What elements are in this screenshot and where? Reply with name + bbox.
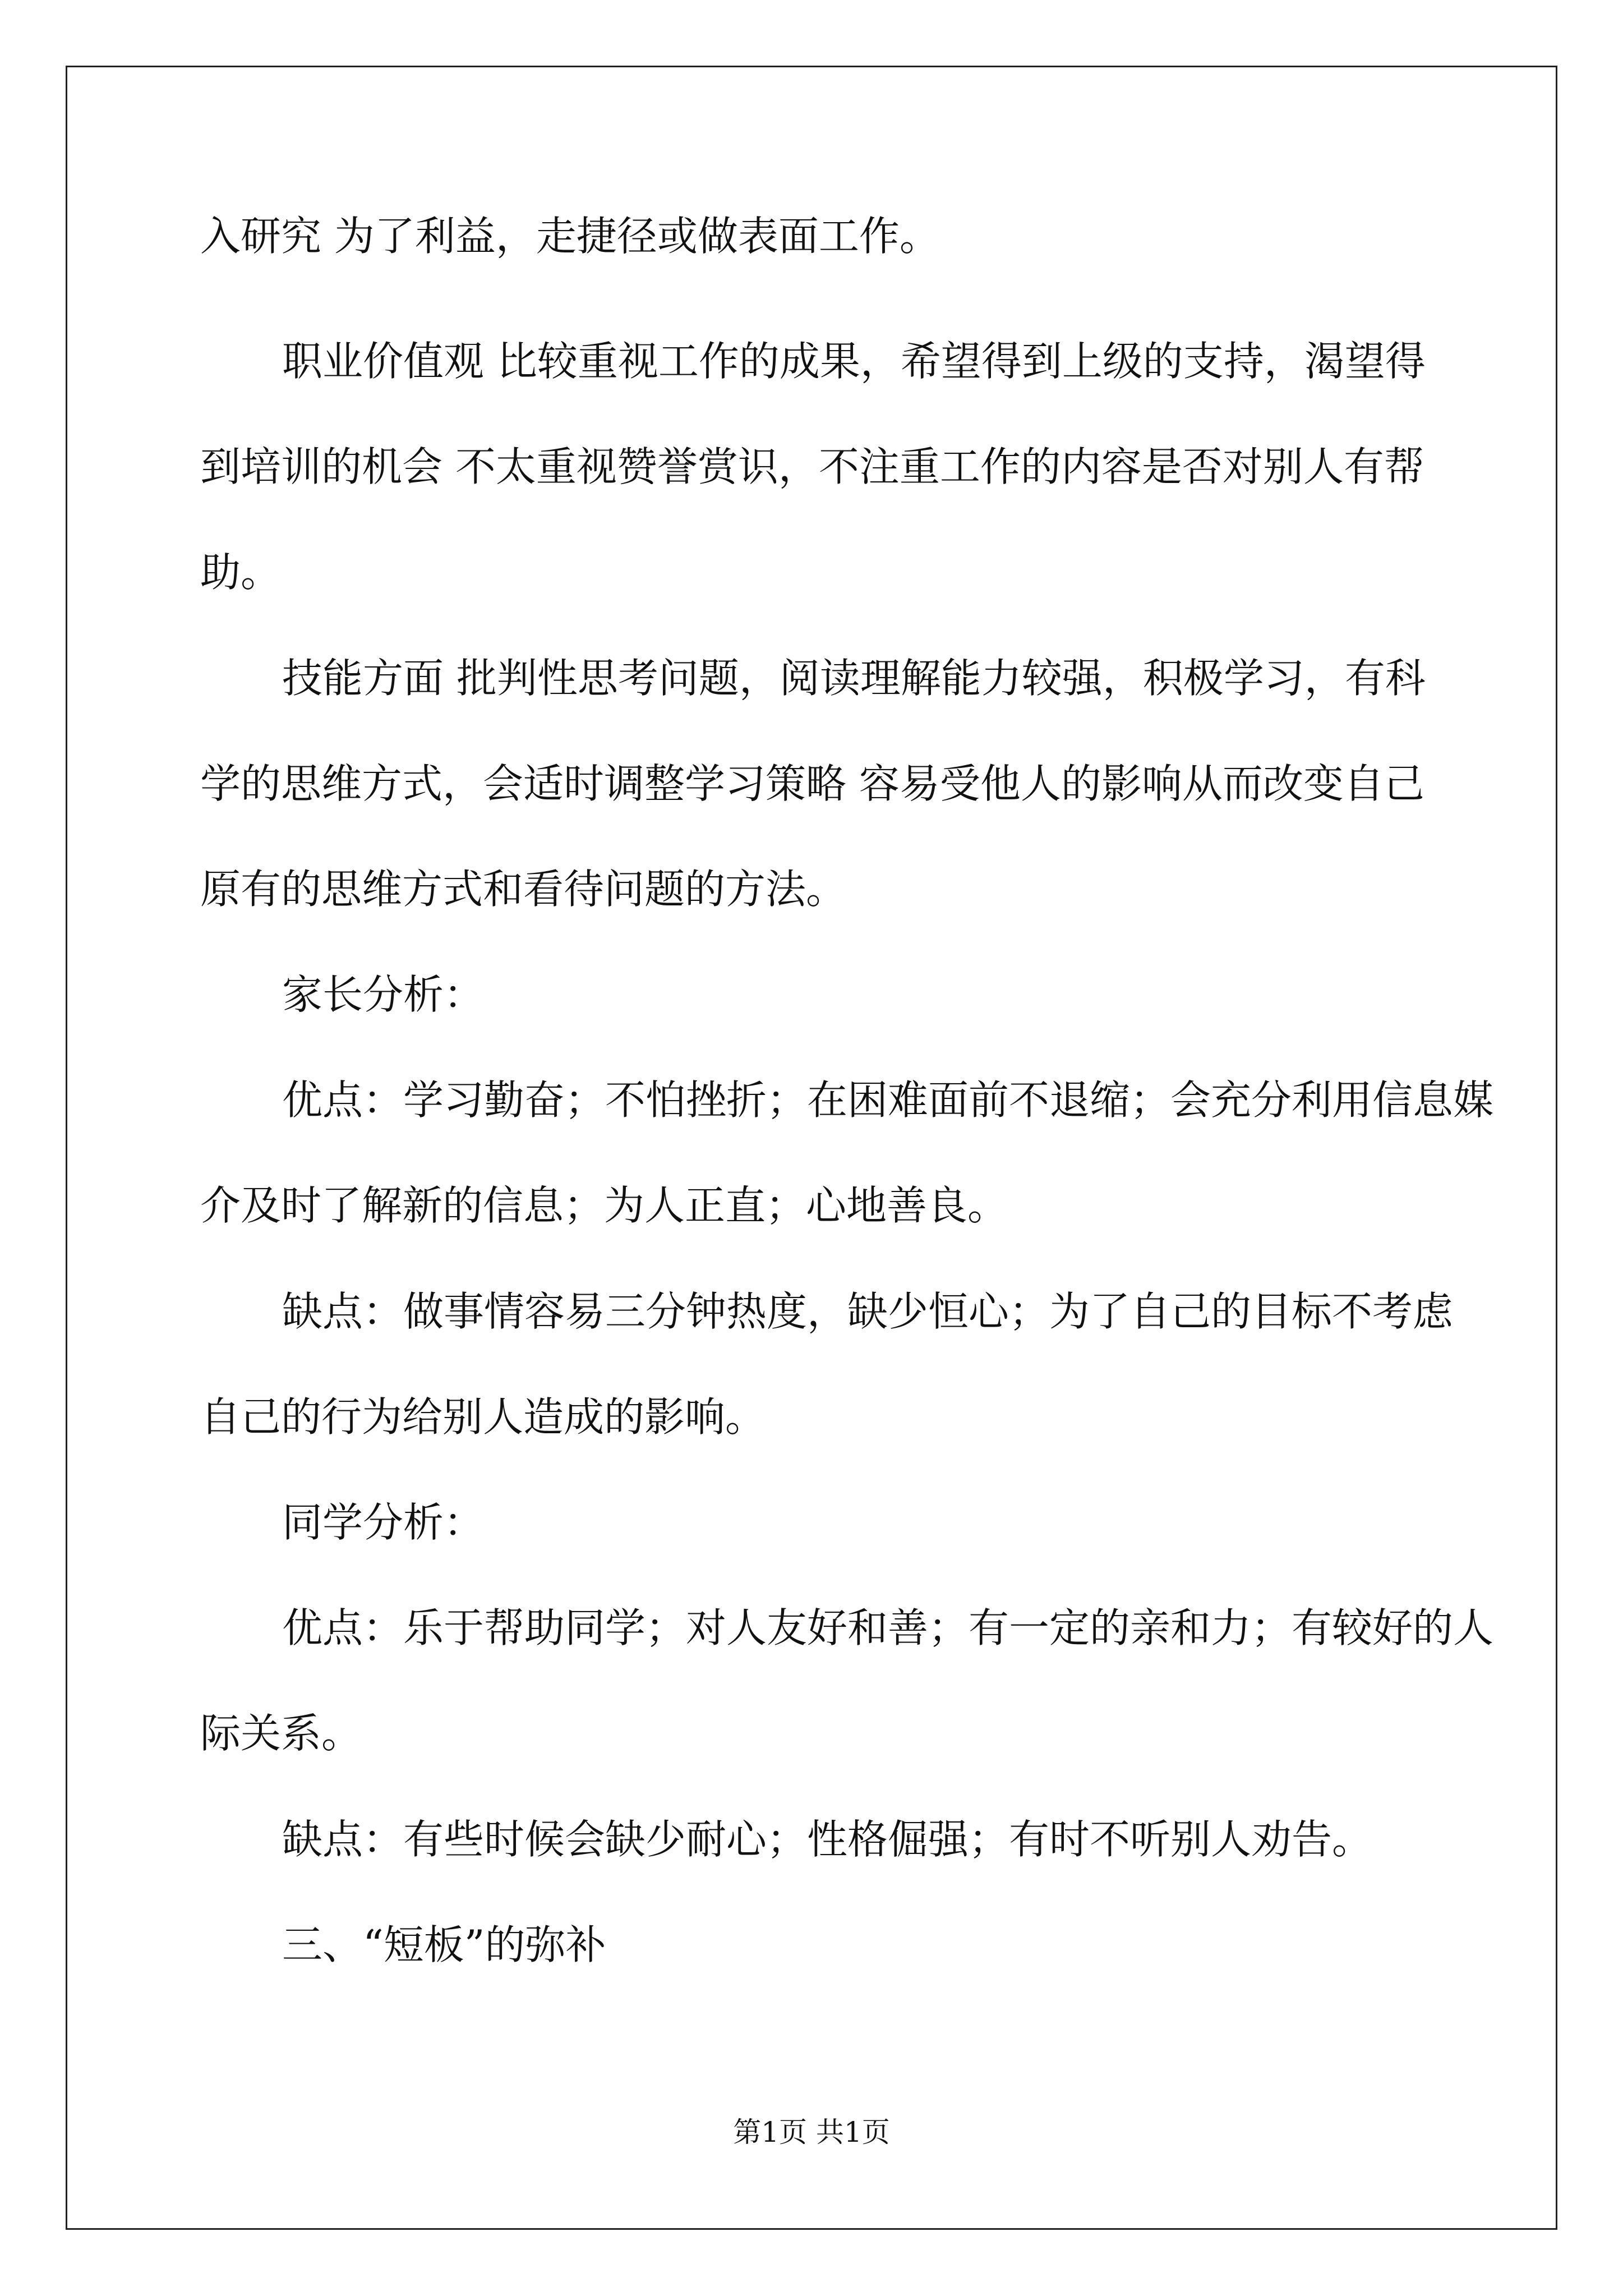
paragraph-line: 学的思维方式，会适时调整学习策略 容易受他人的影响从而改变自己	[200, 760, 1424, 807]
paragraph-line: 缺点：有些时候会缺少耐心；性格倔强；有时不听别人劝告。	[282, 1816, 1373, 1863]
paragraph-line: 到培训的机会 不太重视赞誉赏识，不注重工作的内容是否对别人有帮	[200, 443, 1424, 490]
paragraph-line: 职业价值观 比较重视工作的成果，希望得到上级的支持，渴望得	[282, 338, 1426, 385]
section-heading: 家长分析：	[282, 971, 485, 1018]
page-footer: 第1页 共1页	[733, 2116, 890, 2148]
paragraph-line: 原有的思维方式和看待问题的方法。	[200, 866, 847, 913]
paragraph-line: 自己的行为给别人造成的影响。	[200, 1393, 766, 1441]
paragraph-line: 入研究 为了利益，走捷径或做表面工作。	[200, 213, 940, 260]
section-heading: 同学分析：	[282, 1499, 485, 1546]
paragraph-line: 际关系。	[200, 1710, 362, 1757]
paragraph-line: 缺点：做事情容易三分钟热度，缺少恒心；为了自己的目标不考虑	[282, 1288, 1454, 1335]
page-border	[66, 66, 1557, 2230]
paragraph-line: 技能方面 批判性思考问题，阅读理解能力较强，积极学习，有科	[282, 655, 1426, 702]
paragraph-line: 介及时了解新的信息；为人正直；心地善良。	[200, 1182, 1008, 1229]
paragraph-line: 优点：学习勤奋；不怕挫折；在困难面前不退缩；会充分利用信息媒	[282, 1076, 1494, 1124]
paragraph-line: 优点：乐于帮助同学；对人友好和善；有一定的亲和力；有较好的人	[282, 1604, 1494, 1651]
section-heading: 三、“短板”的弥补	[282, 1921, 606, 1968]
paragraph-line: 助。	[200, 549, 282, 596]
